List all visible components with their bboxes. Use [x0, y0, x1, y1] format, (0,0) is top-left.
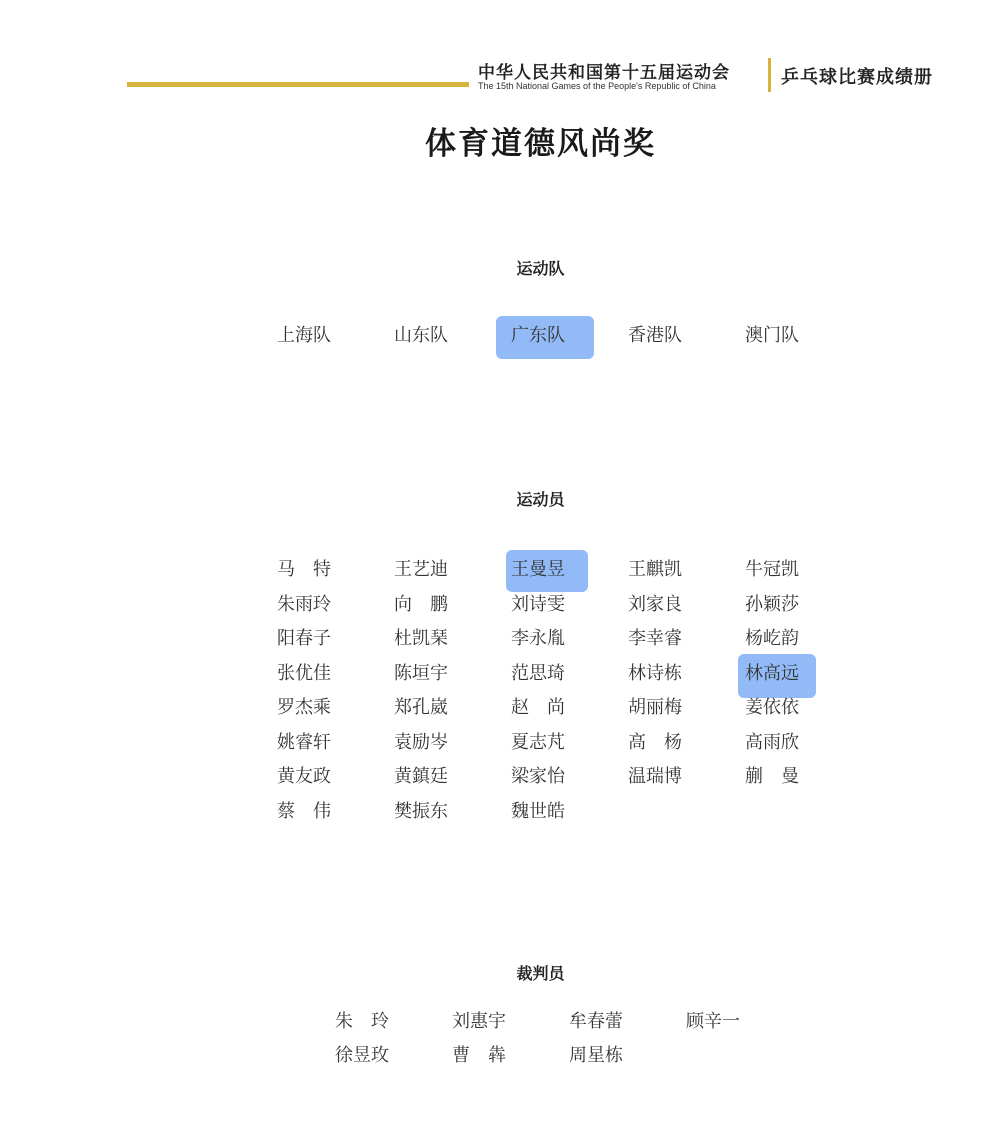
athlete-name: 高雨欣 [745, 731, 799, 753]
section-heading-athletes: 运动员 [516, 490, 565, 509]
athlete-name: 陈垣宇 [394, 662, 448, 684]
athlete-name: 樊振东 [394, 800, 448, 822]
referees-list [335, 1011, 803, 1067]
athlete-name: 张优佳 [277, 662, 331, 684]
team-name: 山东队 [394, 325, 448, 346]
athlete-name: 蒯 曼 [745, 766, 799, 787]
section-heading-teams: 运动队 [516, 259, 565, 278]
athlete-name: 范思琦 [511, 662, 565, 684]
athlete-name: 袁励岑 [394, 731, 448, 753]
athlete-name: 黄鎮廷 [394, 766, 448, 787]
athlete-name: 朱雨玲 [277, 593, 331, 615]
teams-list [277, 325, 862, 347]
referee-name: 牟春蕾 [569, 1011, 623, 1032]
athlete-name: 马 特 [277, 559, 331, 580]
athlete-name: 王艺迪 [394, 559, 448, 580]
header-gold-rule [127, 82, 469, 87]
athlete-name: 胡丽梅 [628, 697, 682, 718]
referee-name: 刘惠宇 [452, 1011, 506, 1032]
team-name: 香港队 [628, 325, 682, 346]
athlete-name: 姚睿轩 [277, 731, 331, 753]
referee-name: 徐昱玫 [335, 1045, 389, 1066]
athlete-name: 王曼昱 [511, 559, 565, 580]
athlete-name: 杜凯琹 [394, 628, 448, 649]
header-divider [768, 58, 771, 92]
event-title-en: The 15th National Games of the People's Republic of China [478, 81, 716, 91]
athlete-name: 罗杰乘 [277, 697, 331, 718]
athlete-name: 赵 尚 [511, 697, 565, 718]
referee-name: 周星栋 [569, 1045, 623, 1066]
athlete-name: 林高远 [745, 662, 799, 684]
section-heading-referees: 裁判员 [516, 964, 565, 983]
athlete-name: 黄友政 [277, 766, 331, 787]
athlete-name: 向 鹏 [394, 593, 448, 615]
team-name: 澳门队 [745, 325, 799, 346]
athlete-name: 王麒凯 [628, 559, 682, 580]
referee-name: 朱 玲 [335, 1011, 389, 1032]
referee-name: 曹 犇 [452, 1045, 506, 1066]
athlete-name: 夏志芃 [511, 731, 565, 753]
athlete-name: 刘诗雯 [511, 593, 565, 615]
athlete-name: 蔡 伟 [277, 800, 331, 822]
athlete-name: 孙颖莎 [745, 593, 799, 615]
athlete-name: 李永胤 [511, 628, 565, 649]
athlete-name: 牛冠凯 [745, 559, 799, 580]
team-name: 上海队 [277, 325, 331, 346]
page-title: 体育道德风尚奖 [425, 126, 656, 162]
athlete-name: 郑孔崴 [394, 697, 448, 718]
athlete-name: 杨屹韵 [745, 628, 799, 649]
referee-name: 顾辛一 [686, 1011, 740, 1032]
athlete-name: 温瑞博 [628, 766, 682, 787]
athlete-name: 梁家怡 [511, 766, 565, 787]
athletes-list [277, 559, 862, 823]
athlete-name: 阳春子 [277, 628, 331, 649]
athlete-name: 林诗栋 [628, 662, 682, 684]
athlete-name: 刘家良 [628, 593, 682, 615]
event-title-cn: 中华人民共和国第十五届运动会 [478, 63, 730, 83]
athlete-name: 李幸睿 [628, 628, 682, 649]
athlete-name: 高 杨 [628, 731, 682, 753]
team-name: 广东队 [511, 325, 565, 346]
athlete-name: 姜依依 [745, 697, 799, 718]
athlete-name: 魏世皓 [511, 800, 565, 822]
book-title: 乒乓球比赛成绩册 [781, 67, 933, 88]
